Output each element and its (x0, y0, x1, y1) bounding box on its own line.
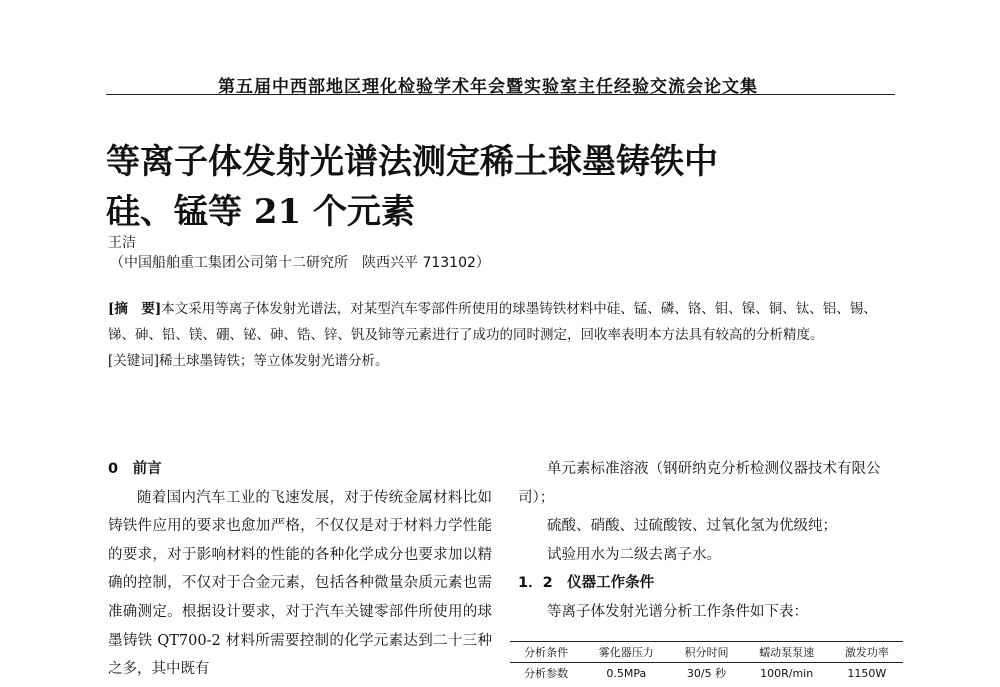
abstract-block (108, 296, 893, 374)
table-header-cell: 雾化器压力 (598, 646, 654, 659)
table-header-cell: 积分时间 (684, 646, 729, 659)
abstract-label: [摘 要] (108, 301, 162, 317)
left-column (108, 455, 492, 684)
running-header: 第五届中西部地区理化检验学术年会暨实验室主任经验交流会论文集 (218, 77, 758, 97)
table-cell: 分析参数 (524, 667, 569, 680)
table-row (510, 663, 903, 684)
reagent-paragraph-3: 试验用水为二级去离子水。 (547, 546, 721, 563)
table-cell: 1150W (847, 666, 887, 680)
table-cell: 30/5 秒 (686, 667, 727, 680)
table-header-cell: 蠕动泵泵速 (759, 646, 815, 659)
abstract-paragraph (108, 296, 893, 348)
abstract-text: 本文采用等离子体发射光谱法，对某型汽车零部件所使用的球墨铸铁材料中硅、锰、磷、铬、钼、镍、铜、钛、铝、锡、锑、砷、铅、镁、硼、铋、砷、锆、锌、钒及铈等元素进行了成功的同时测定，回收率表明本方法具有较高的分析精度。 (108, 301, 877, 343)
paper-title-line-2: 硅、锰等 21 个元素 (106, 192, 415, 232)
author-name: 王洁 (108, 235, 136, 251)
keywords-label: [关键词] (108, 353, 160, 369)
instrument-conditions-table (510, 641, 903, 683)
table-header-cell: 激发功率 (844, 646, 889, 659)
reagent-paragraph-1: 单元素标准溶液（钢研纳克分析检测仪器技术有限公司）； (518, 461, 881, 506)
section-heading-instrument: 1．2 仪器工作条件 (518, 575, 655, 592)
right-column (518, 455, 898, 627)
instrument-paragraph: 等离子体发射光谱分析工作条件如下表： (547, 603, 808, 620)
table-header-row (510, 642, 903, 663)
table-cell: 100R/min (760, 666, 814, 680)
reagent-paragraph-2: 硫酸、硝酸、过硫酸铵、过氧化氢为优级纯； (547, 518, 837, 535)
keywords-text: 稀土球墨铸铁；等立体发射光谱分析。 (159, 353, 389, 369)
table-cell: 0.5MPa (606, 666, 647, 680)
section-heading-preface: 0 前言 (108, 461, 162, 477)
author-affiliation: （中国船舶重工集团公司第十二研究所 陕西兴平 713102） (110, 255, 490, 271)
keywords-paragraph (108, 348, 893, 374)
paper-title-line-1: 等离子体发射光谱法测定稀土球墨铸铁中 (106, 142, 718, 182)
preface-paragraph: 随着国内汽车工业的飞速发展，对于传统金属材料比如铸铁件应用的要求也愈加严格，不仅仅是对于材料力学性能的要求，对于影响材料的性能的各种化学成分也要求加以精确的控制，不仅对于合金元素，包括各种微量杂质元素也需准确测定。根据设计要求，对于汽车关键零部件所使用的球墨铸铁 QT700-2 材料所需要控制的化学元素达到二十三种之多，其中既有 (108, 489, 492, 678)
table-header-cell: 分析条件 (524, 646, 569, 659)
header-rule (106, 94, 895, 95)
